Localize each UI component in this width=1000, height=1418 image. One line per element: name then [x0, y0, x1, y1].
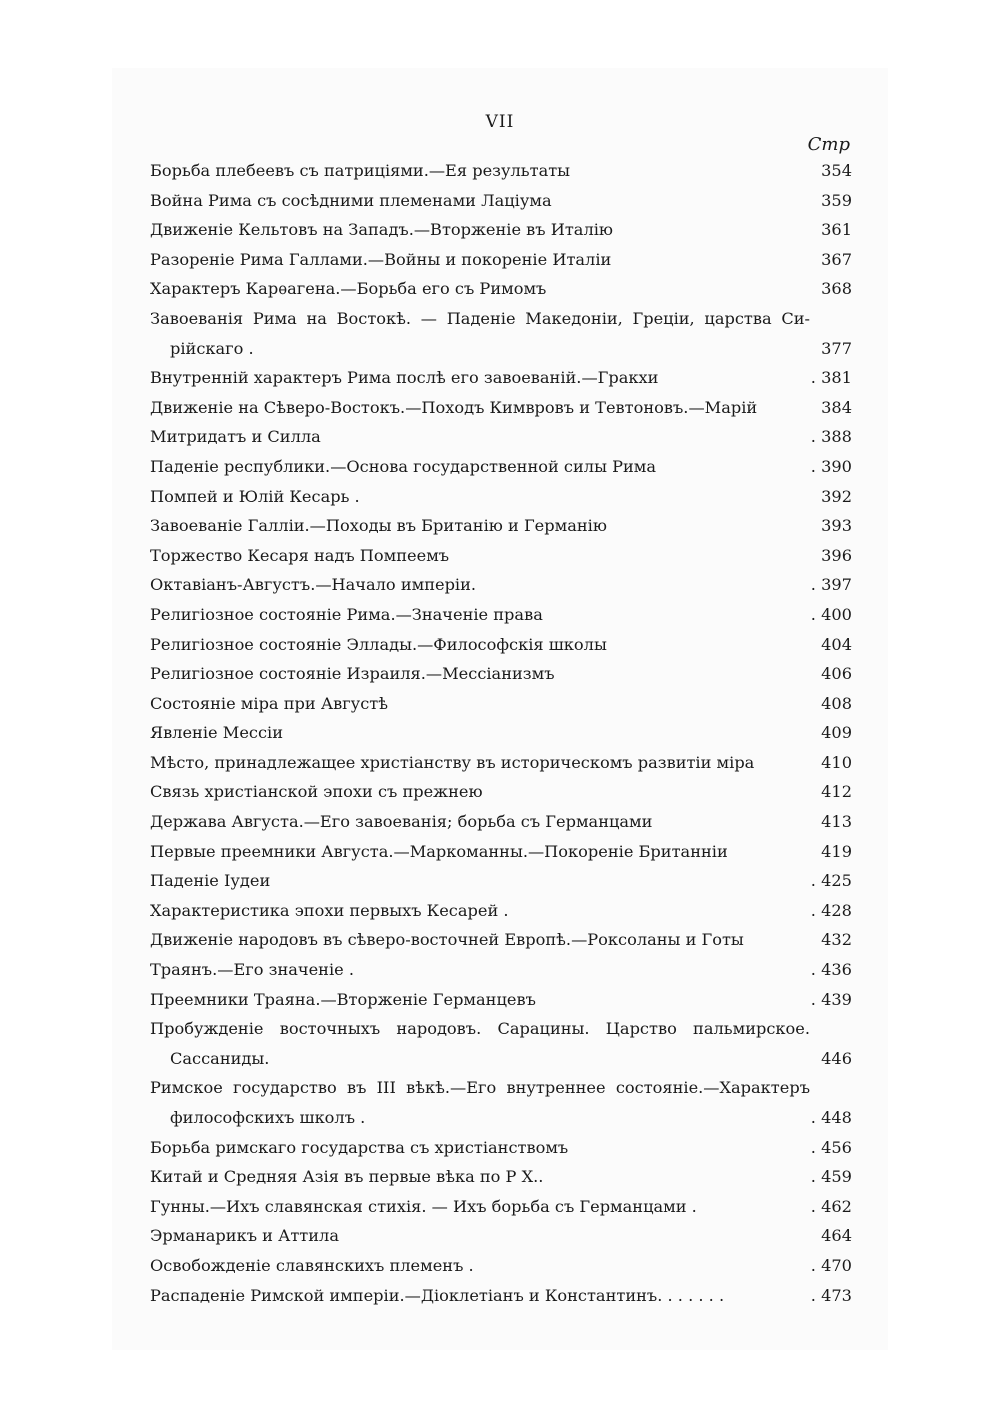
- toc-entry-title: Пробужденіе восточныхъ народовъ. Сарацины. Царство пальмирское.: [150, 1019, 810, 1039]
- toc-entry-page: 393: [821, 516, 852, 536]
- toc-entry: [150, 807, 852, 837]
- toc-entry: [150, 186, 852, 216]
- toc-entry-title: Китай и Средняя Азія въ первые вѣка по Р Х..: [150, 1167, 544, 1187]
- toc-entry: [150, 393, 852, 423]
- toc-entry: [150, 304, 852, 363]
- toc-entry: [150, 274, 852, 304]
- toc-entry-title-continuation: Сассаниды.: [170, 1048, 270, 1068]
- toc-entry: [150, 1251, 852, 1281]
- toc-entry-title: Распаденіе Римской имперіи.—Діоклетіанъ и Константинъ. . . . . . .: [150, 1285, 725, 1305]
- toc-entry-page: 359: [821, 190, 852, 210]
- toc-entry-title: Мѣсто, принадлежащее христіанству въ историческомъ развитіи міра: [150, 752, 755, 772]
- toc-entry-title: Октавіанъ-Августъ.—Начало имперіи.: [150, 575, 477, 595]
- toc-entry-title: Характеръ Карѳагена.—Борьба его съ Римомъ: [150, 279, 547, 299]
- toc-entry: [150, 363, 852, 393]
- toc-entry-title: Завоеваніе Галліи.—Походы въ Британію и Германію: [150, 516, 607, 536]
- toc-entry-page: . 388: [810, 427, 852, 447]
- toc-entry: [150, 925, 852, 955]
- toc-entry-title: Движеніе народовъ въ сѣверо-восточней Европѣ.—Роксоланы и Готы: [150, 930, 744, 950]
- toc-entry-page: . 400: [810, 604, 852, 624]
- toc-entry-page: . 381: [810, 368, 852, 388]
- toc-entry-title: Митридатъ и Силла: [150, 427, 321, 447]
- toc-entry-title: Борьба плебеевъ съ патриціями.—Ея результаты: [150, 161, 571, 180]
- toc-entry-page: 396: [821, 545, 852, 565]
- toc-entry-title-continuation: философскихъ школъ .: [170, 1108, 366, 1127]
- toc-entry-page: . 397: [810, 575, 852, 595]
- toc-entry-title: Явленіе Мессіи: [150, 723, 283, 743]
- table-of-contents: [150, 156, 852, 1310]
- toc-entry-page: . 456: [810, 1137, 852, 1157]
- toc-entry-page: . 428: [810, 900, 852, 920]
- toc-entry: [150, 955, 852, 985]
- toc-entry: [150, 837, 852, 867]
- toc-entry-title: Паденіе Іудеи: [150, 871, 271, 891]
- toc-entry-title: Завоеванія Рима на Востокѣ. — Паденіе Македоніи, Греціи, царства Си-: [150, 308, 810, 328]
- toc-entry-title: Связь христіанской эпохи съ прежнею: [150, 782, 483, 802]
- toc-entry-title: Состояніе міра при Августѣ: [150, 693, 388, 713]
- toc-entry-page: 409: [821, 723, 852, 743]
- toc-entry-page: . 459: [810, 1167, 852, 1187]
- toc-entry: [150, 748, 852, 778]
- toc-entry-title: Религіозное состояніе Израиля.—Мессіанизмъ: [150, 664, 555, 684]
- toc-entry: [150, 659, 852, 689]
- toc-entry-title: Держава Августа.—Его завоеванія; борьба съ Германцами: [150, 812, 653, 832]
- toc-entry-title: Преемники Траяна.—Вторженіе Германцевъ: [150, 989, 536, 1009]
- toc-entry-page: 432: [821, 930, 852, 950]
- toc-entry: [150, 1073, 852, 1132]
- toc-entry-title: Траянъ.—Его значеніе .: [150, 960, 355, 980]
- toc-entry-title: Первые преемники Августа.—Маркоманны.—Покореніе Британніи: [150, 841, 728, 861]
- toc-entry-title: Религіозное состояніе Рима.—Значеніе права: [150, 604, 543, 624]
- toc-entry-title: Торжество Кесаря надъ Помпеемъ: [150, 545, 450, 565]
- toc-entry-page: 392: [821, 486, 852, 506]
- toc-entry-title: Движеніе на Сѣверо-Востокъ.—Походъ Кимвровъ и Тевтоновъ.—Марій: [150, 397, 758, 417]
- toc-entry-page: 377: [821, 338, 852, 358]
- toc-entry: [150, 1221, 852, 1251]
- toc-entry-title: Римское государство въ III вѣкѣ.—Его внутреннее состояніе.—Характеръ: [150, 1078, 810, 1098]
- toc-entry-title: Паденіе республики.—Основа государственной силы Рима: [150, 456, 657, 476]
- toc-entry-page: 413: [821, 812, 852, 832]
- toc-entry-title: Освобожденіе славянскихъ племенъ .: [150, 1255, 474, 1275]
- toc-entry-title: Борьба римскаго государства съ христіанствомъ: [150, 1137, 569, 1157]
- toc-entry-title: Эрманарикъ и Аттила: [150, 1226, 339, 1246]
- toc-entry-page: . 425: [810, 871, 852, 891]
- page-number: VII: [485, 112, 515, 132]
- toc-entry-page: 368: [821, 279, 852, 299]
- toc-entry: [150, 689, 852, 719]
- toc-entry: [150, 570, 852, 600]
- toc-entry-page: . 439: [810, 989, 852, 1009]
- toc-entry-page: 406: [821, 664, 852, 684]
- toc-entry-page: 408: [821, 693, 852, 713]
- toc-entry: [150, 422, 852, 452]
- toc-entry-title: Внутренній характеръ Рима послѣ его завоеваній.—Гракхи: [150, 368, 659, 388]
- toc-entry-title: Движеніе Кельтовъ на Западъ.—Вторженіе въ Италію: [150, 220, 614, 240]
- toc-entry-title: Характеристика эпохи первыхъ Кесарей .: [150, 900, 509, 920]
- toc-entry-title: Помпей и Юлій Кесарь .: [150, 486, 360, 506]
- toc-entry-title-continuation: рійскаго .: [170, 338, 254, 358]
- toc-entry-page: 361: [821, 220, 852, 240]
- toc-entry-page: 354: [821, 161, 852, 180]
- toc-entry: [150, 630, 852, 660]
- toc-entry: [150, 245, 852, 275]
- toc-entry: [150, 541, 852, 571]
- toc-entry-title: Разореніе Рима Галлами.—Войны и покореніе Италіи: [150, 249, 612, 269]
- toc-entry-page: . 462: [810, 1196, 852, 1216]
- toc-entry: [150, 777, 852, 807]
- toc-entry-page: . 390: [810, 456, 852, 476]
- toc-entry: [150, 1014, 852, 1073]
- toc-entry-page: 419: [821, 841, 852, 861]
- toc-entry-page: 410: [821, 752, 852, 772]
- toc-entry: [150, 896, 852, 926]
- toc-entry-title: Гунны.—Ихъ славянская стихія. — Ихъ борьба съ Германцами .: [150, 1196, 697, 1216]
- toc-entry: [150, 866, 852, 896]
- toc-entry: [150, 452, 852, 482]
- toc-entry-title: Война Рима съ сосѣдними племенами Лаціума: [150, 190, 552, 210]
- toc-entry-title: Религіозное состояніе Эллады.—Философскія школы: [150, 634, 607, 654]
- toc-entry-page: 446: [821, 1048, 852, 1068]
- toc-entry-page: . 436: [810, 960, 852, 980]
- toc-entry: [150, 1162, 852, 1192]
- toc-entry-page: . 448: [810, 1108, 852, 1127]
- toc-entry: [150, 600, 852, 630]
- toc-entry: [150, 511, 852, 541]
- toc-entry-page: 384: [821, 397, 852, 417]
- page-column-label: Стр: [807, 134, 850, 155]
- toc-entry: [150, 1281, 852, 1311]
- toc-entry-page: 464: [821, 1226, 852, 1246]
- toc-entry: [150, 1192, 852, 1222]
- toc-entry-page: . 470: [810, 1255, 852, 1275]
- toc-entry-page: 412: [821, 782, 852, 802]
- toc-entry: [150, 482, 852, 512]
- toc-entry: [150, 156, 852, 186]
- toc-entry: [150, 1133, 852, 1163]
- toc-entry: [150, 718, 852, 748]
- toc-entry-page: 404: [821, 634, 852, 654]
- toc-entry-page: 367: [821, 249, 852, 269]
- toc-entry-page: . 473: [810, 1285, 852, 1305]
- toc-entry: [150, 985, 852, 1015]
- toc-entry: [150, 215, 852, 245]
